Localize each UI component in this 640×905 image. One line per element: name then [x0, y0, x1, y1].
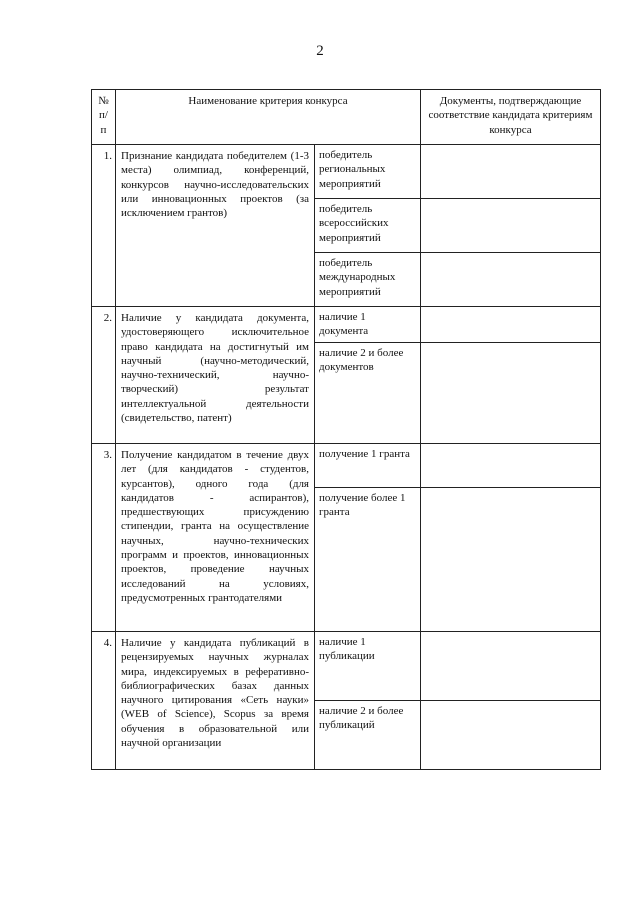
documents-cell — [421, 444, 601, 488]
row-number: 4. — [92, 632, 116, 770]
sub-criterion: получение более 1 гранта — [315, 488, 421, 632]
table-row — [92, 632, 601, 701]
documents-cell — [421, 701, 601, 770]
sub-criterion: победитель региональных мероприятий — [315, 145, 421, 199]
table-row — [92, 444, 601, 488]
page-number: 2 — [316, 43, 324, 59]
table-row — [92, 307, 601, 343]
documents-cell — [421, 199, 601, 253]
row-number: 2. — [92, 307, 116, 444]
sub-criterion: наличие 1 публикации — [315, 632, 421, 701]
criterion-text: Наличие у кандидата документа, удостоверяющего исключительное право кандидата на достигнутый им научный (научно-методический, научно-технический, научно-творческий) результат интеллектуальной деятельности (свидетельство, патент) — [116, 307, 315, 444]
header-documents: Документы, подтверждающие соответствие кандидата критериям конкурса — [421, 90, 601, 145]
sub-criterion: наличие 2 и более документов — [315, 343, 421, 444]
documents-cell — [421, 145, 601, 199]
table-row — [92, 145, 601, 199]
criterion-text: Наличие у кандидата публикаций в рецензируемых научных журналах мира, индексируемых в реферативно-библиографических базах данных научного цитирования «Сеть науки» (WEB of Science), Scopus за время обучения в образовательной или научной организации — [116, 632, 315, 770]
header-number: № п/п — [92, 90, 116, 145]
row-number: 3. — [92, 444, 116, 632]
criterion-text: Признание кандидата победителем (1-3 места) олимпиад, конференций, конкурсов научно-исследовательских или инновационных проектов (за исключением грантов) — [116, 145, 315, 307]
documents-cell — [421, 253, 601, 307]
sub-criterion: победитель всероссийских мероприятий — [315, 199, 421, 253]
sub-criterion: наличие 1 документа — [315, 307, 421, 343]
table-header-row — [92, 90, 601, 145]
documents-cell — [421, 632, 601, 701]
header-criterion-name: Наименование критерия конкурса — [116, 90, 421, 145]
sub-criterion: получение 1 гранта — [315, 444, 421, 488]
documents-cell — [421, 307, 601, 343]
sub-criterion: победитель международных мероприятий — [315, 253, 421, 307]
row-number: 1. — [92, 145, 116, 307]
criteria-table — [91, 89, 601, 770]
documents-cell — [421, 488, 601, 632]
sub-criterion: наличие 2 и более публикаций — [315, 701, 421, 770]
criterion-text: Получение кандидатом в течение двух лет (для кандидатов - студентов, курсантов), одного года (для кандидатов - аспирантов), предшествующих присуждению стипендии, гранта на осуществление научных, научно-технических программ и проектов, инновационных проектов, проведение научных исследований на условиях, предусмотренных грантодателями — [116, 444, 315, 632]
documents-cell — [421, 343, 601, 444]
